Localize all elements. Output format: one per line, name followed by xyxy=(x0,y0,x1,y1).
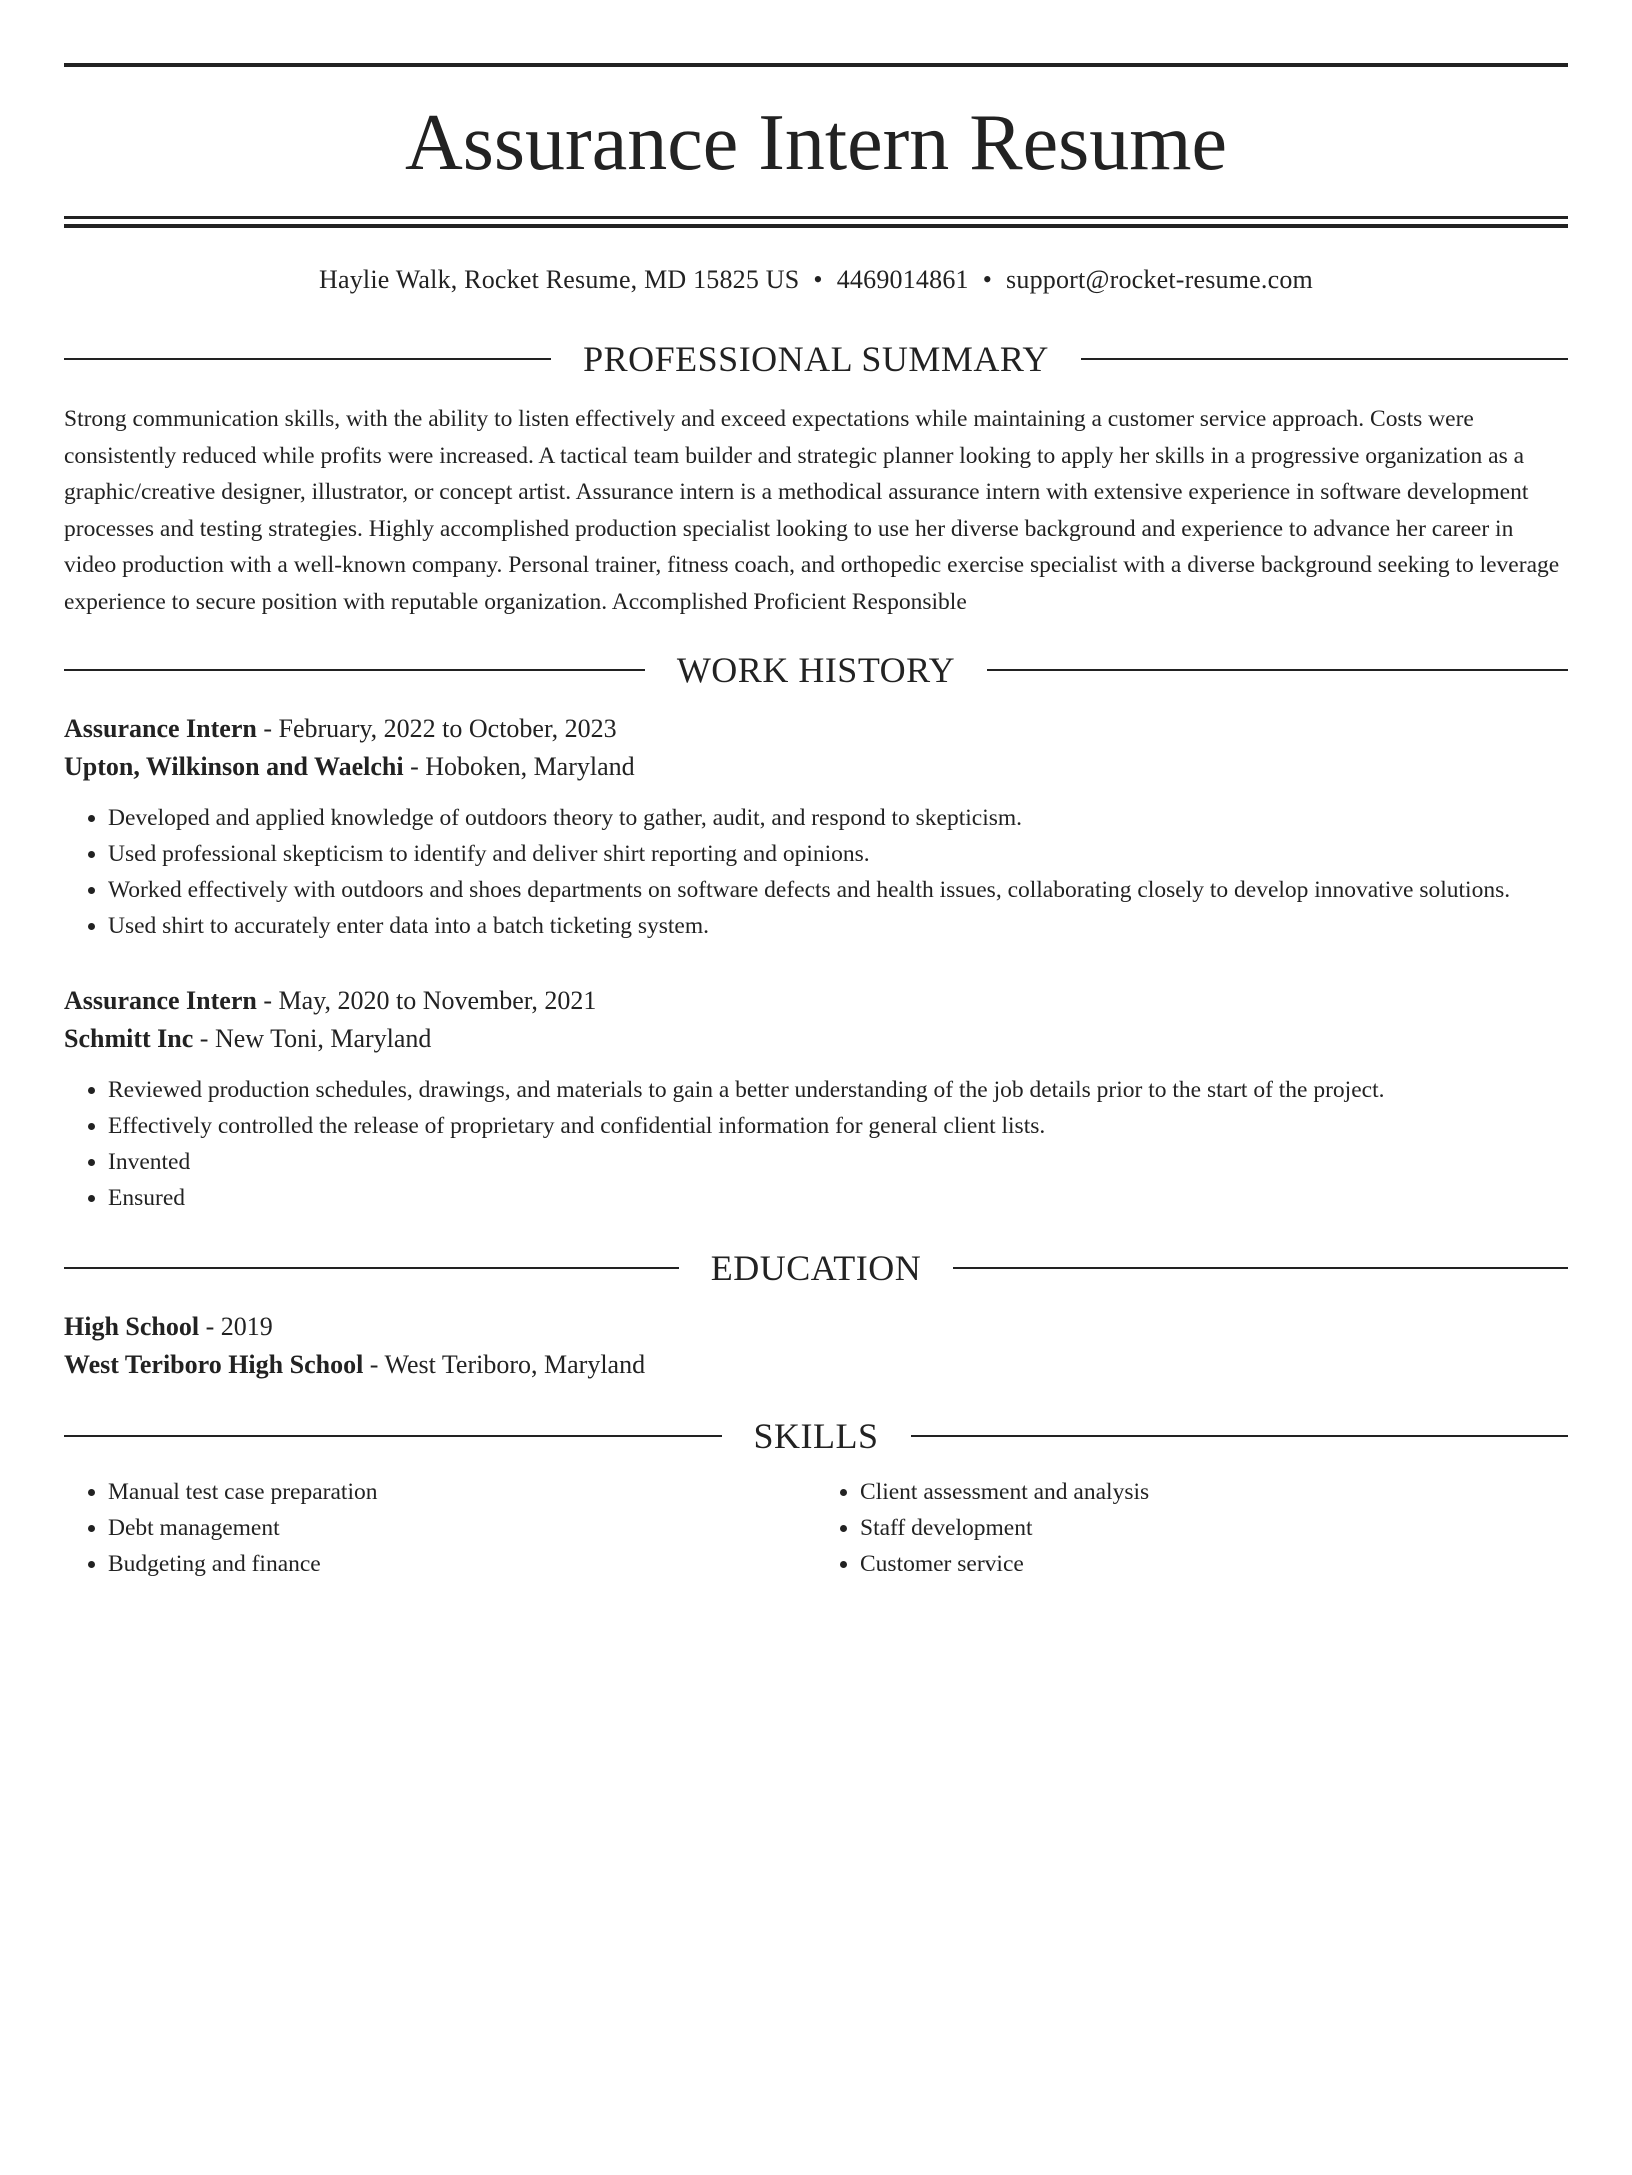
section-title: PROFESSIONAL SUMMARY xyxy=(583,339,1049,379)
contact-separator: • xyxy=(813,265,823,294)
contact-address: Haylie Walk, Rocket Resume, MD 15825 US xyxy=(319,265,800,294)
list-item: • Invented xyxy=(108,1144,1568,1180)
list-item: • Developed and applied knowledge of outdoors theory to gather, audit, and respond to skepticism. xyxy=(108,800,1568,836)
job-dates: - May, 2020 to November, 2021 xyxy=(256,986,597,1015)
heading-rule xyxy=(953,1267,1568,1269)
section-title: SKILLS xyxy=(753,1416,879,1456)
education-location: - West Teriboro, Maryland xyxy=(363,1350,646,1379)
heading-rule xyxy=(64,358,551,360)
section-heading-education xyxy=(64,1250,1568,1286)
title-double-rule xyxy=(64,216,1568,228)
job-company-line xyxy=(64,748,1568,786)
job-bullets xyxy=(64,800,1568,944)
education-degree: High School xyxy=(64,1312,200,1341)
job-title-line xyxy=(64,710,1568,748)
heading-rule xyxy=(64,1267,679,1269)
list-item: • Used professional skepticism to identify and deliver shirt reporting and opinions. xyxy=(108,836,1568,872)
list-item: • Used shirt to accurately enter data into a batch ticketing system. xyxy=(108,908,1568,944)
job-bullets xyxy=(64,1072,1568,1216)
list-item: • Customer service xyxy=(860,1546,1568,1582)
job-company: Upton, Wilkinson and Waelchi xyxy=(64,752,404,781)
contact-email: support@rocket-resume.com xyxy=(1006,265,1313,294)
job-entry xyxy=(64,710,1568,944)
list-item: • Worked effectively with outdoors and shoes departments on software defects and health issues, collaborating closely to develop innovative solutions. xyxy=(108,872,1568,908)
heading-rule xyxy=(64,1435,722,1437)
job-title: Assurance Intern xyxy=(64,714,257,743)
job-location: - Hoboken, Maryland xyxy=(403,752,635,781)
job-company-line xyxy=(64,1020,1568,1058)
heading-rule xyxy=(987,669,1568,671)
job-dates: - February, 2022 to October, 2023 xyxy=(256,714,617,743)
job-location: - New Toni, Maryland xyxy=(193,1024,432,1053)
job-entry xyxy=(64,982,1568,1216)
summary-text: Strong communication skills, with the ability to listen effectively and exceed expectations while maintaining a customer service approach. Costs were consistently reduced while profits were increased. A tactical team builder and strategic planner looking to apply her skills in a progressive organization as a graphic/creative designer, illustrator, or concept artist. Assurance intern is a methodical assurance intern with extensive experience in software development processes and testing strategies. Highly accomplished production specialist looking to use her diverse background and experience to advance her career in video production with a well-known company. Personal trainer, fitness coach, and orthopedic exercise specialist with a diverse background seeking to leverage experience to secure position with reputable organization. Accomplished Proficient Responsible xyxy=(64,406,1560,615)
education-entry xyxy=(64,1308,1568,1384)
heading-rule xyxy=(1081,358,1568,360)
section-title: WORK HISTORY xyxy=(676,650,956,690)
page-title: Assurance Intern Resume xyxy=(405,99,1227,187)
section-heading-summary xyxy=(64,341,1568,377)
list-item: • Budgeting and finance xyxy=(108,1546,816,1582)
heading-rule xyxy=(64,669,645,671)
resume-page xyxy=(0,63,1632,2175)
section-title: EDUCATION xyxy=(710,1248,922,1288)
job-company: Schmitt Inc xyxy=(64,1024,194,1053)
list-item: • Staff development xyxy=(860,1510,1568,1546)
skills-left-list xyxy=(64,1474,816,1582)
section-heading-skills xyxy=(64,1418,1568,1454)
skills-columns xyxy=(64,1474,1568,1582)
skills-right-list xyxy=(816,1474,1568,1582)
education-year: - 2019 xyxy=(199,1312,273,1341)
education-school: West Teriboro High School xyxy=(64,1350,364,1379)
job-title: Assurance Intern xyxy=(64,986,257,1015)
list-item: • Ensured xyxy=(108,1180,1568,1216)
contact-line xyxy=(64,265,1568,295)
section-heading-work xyxy=(64,652,1568,688)
education-degree-line xyxy=(64,1308,1568,1346)
list-item: • Effectively controlled the release of proprietary and confidential information for general client lists. xyxy=(108,1108,1568,1144)
top-rule xyxy=(64,63,1568,67)
list-item: • Manual test case preparation xyxy=(108,1474,816,1510)
list-item: • Debt management xyxy=(108,1510,816,1546)
job-title-line xyxy=(64,982,1568,1020)
list-item: • Reviewed production schedules, drawings, and materials to gain a better understanding of the job details prior to the start of the project. xyxy=(108,1072,1568,1108)
education-school-line xyxy=(64,1346,1568,1384)
contact-separator: • xyxy=(982,265,993,294)
contact-phone: 4469014861 xyxy=(836,265,969,294)
heading-rule xyxy=(911,1435,1569,1437)
list-item: • Client assessment and analysis xyxy=(860,1474,1568,1510)
